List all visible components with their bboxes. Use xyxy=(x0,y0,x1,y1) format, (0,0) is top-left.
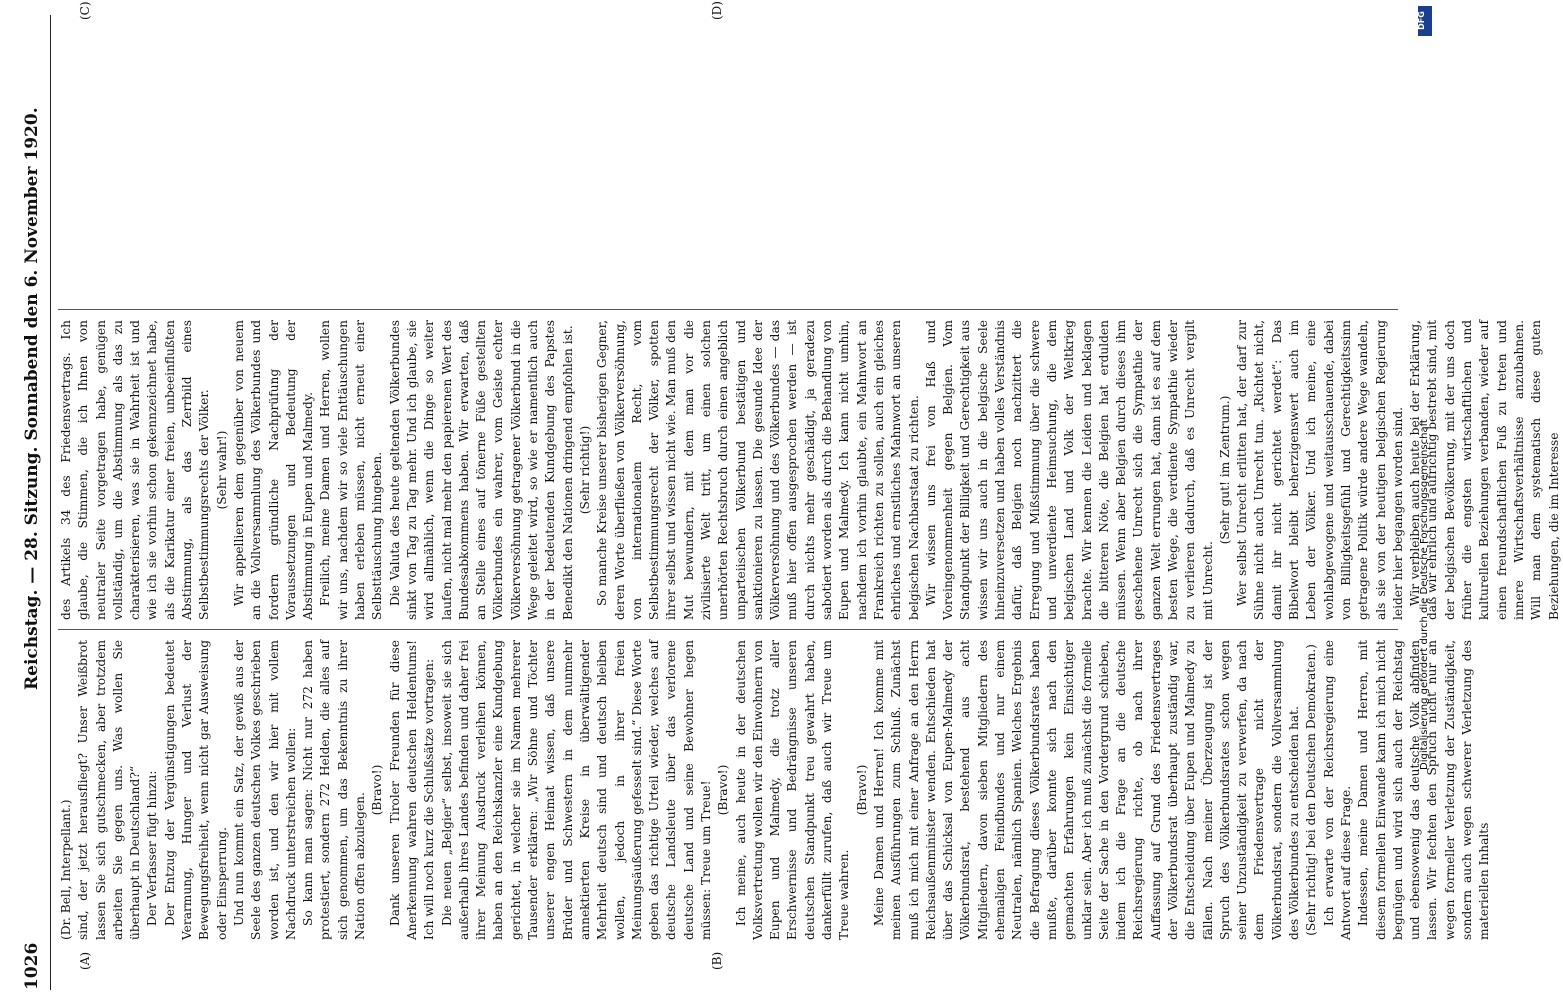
paragraph: So manche Kreise unserer bisherigen Gegner, deren Worte überfließen von Völkerversöhnung, von internationalem Recht, vom Selbstbestimmungsrecht der Völker, spotten ihrer selbst und wissen nicht wie. Man muß den Mut bewundern, mit dem man vor die zivilisierte Welt tritt, um einen solchen unerhörten Rechtsbruch durch einen angeblich unparteiischen Völkerbund bestätigen und sanktionieren zu lassen. Die gesunde Idee der Völkerversöhnung und des Völkerbundes — das muß hier offen ausgesprochen werden — ist durch nichts mehr geschädigt, ja geradezu sabotiert worden als durch die Behandlung von Eupen und Malmedy. Ich kann nicht umhin, nachdem ich vorhin glaubte, ein Mahnwort an Frankreich richten zu sollen, auch ein gleiches ehrliches und ernstliches Mahnwort an unseren belgischen Nachbarstaat zu richten. xyxy=(595,320,921,620)
paragraph: Indessen, meine Damen und Herren, mit diesem formellen Einwande kann ich mich nicht begnügen und wird sich auch der Reichstag und ebensowenig das deutsche Volk abfinden lassen. Wir fechten den Spruch nicht nur an wegen formeller Verletzung der Zuständigkeit, sondern auch wegen schwerer Verletzung des materiellen Inhalts xyxy=(1356,640,1492,940)
margin-mark-d: (D) xyxy=(710,1,724,20)
paragraph: So kann man sagen: Nicht nur 272 haben protestiert, sondern 272 Helden, die alles auf sich genommen, um das Bekenntnis zu ihrer Nation offen abzulegen. xyxy=(301,640,368,940)
paragraph: Die neuen „Belgier“ selbst, insoweit sie sich außerhalb ihres Landes befinden und daher frei ihrer Meinung Ausdruck verleihen können, haben an den Reichskanzler eine Kundgebung gerichtet, in welcher sie im Namen mehrerer Tausender erklären: „Wir Söhne und Töchter unserer engen Heimat wissen, daß unsere Brüder und Schwestern in dem nunmehr annektierten Kreise in überwältigender Mehrheit deutsch sind und deutsch bleiben wollen, jedoch in ihrer freien Meinungsäußerung gefesselt sind.“ Diese Worte geben das richtige Urteil wieder, welches auf deutsche Landsleute über das verlorene deutsche Land und seine Bewohner hegen müssen: Treue um Treue! xyxy=(439,640,713,940)
interjection: (Bravo!) xyxy=(854,764,869,816)
paragraph: Wir wissen uns frei von Haß und Voreingenommenheit gegen Belgien. Vom Standpunkt der Billigkeit und Gerechtigkeit aus wissen wir uns auch in die belgische Seele hineinzuversetzen und haben volles Verständnis dafür, daß Belgien noch nachzittert die Erregung und Mißstimmung über die schwere und unverdiente Heimsuchung, die dem belgischen Land und Volk der Weltkrieg brachte. Wir kennen die Leiden und beklagen die bitteren Nöte, die Belgien hat erdulden müssen. Wenn aber Belgien durch dieses ihm geschehene Unrecht sich die Sympathie der ganzen Welt errungen hat, dann ist es auf dem besten Wege, die verdiente Sympathie wieder zu verlieren dadurch, daß es Unrecht vergilt mit Unrecht. xyxy=(923,320,1215,620)
paragraph: Die Valuta des heute geltenden Völkerbundes sinkt von Tag zu Tag mehr. Und ich glaube, sie wird allmählich, wenn die Dinge so weiter laufen, nicht mal mehr den papierenen Wert des Bundesabkommens haben. Wir erwarten, daß an Stelle eines auf tönerne Füße gestellten Völkerbundes ein wahrer, vom Geiste echter Völkerversöhnung getragener Völkerbund in die Wege geleitet wird, so wie er namentlich auch in der bedeutenden Kundgebung des Papstes Benedikt den Nationen dringend empfohlen ist. xyxy=(387,320,575,620)
paragraph: des Artikels 34 des Friedensvertrags. Ich glaube, die Stimmen, die ich Ihnen von neutraler Seite vorgetragen habe, genügen vollständig, um die Abstimmung als das zu charakterisieren, was sie in Wahrheit ist und wie ich sie vorhin schon gekennzeichnet habe, als die Karikatur einer freien, unbeeinflußten Abstimmung, als das Zerrbild eines Selbstbestimmungsrechts der Völker. xyxy=(59,320,212,620)
paragraph: Ich meine, auch heute in der deutschen Volksvertretung wollen wir den Einwohnern von Eupen und Malmedy, die trotz aller Erschwernisse und Bedrängnisse unseren deutschen Standpunkt treu gewahrt haben, dankerfüllt zurufen, daß auch wir Treue um Treue wahren. xyxy=(733,640,852,940)
paragraph: Wer selbst Unrecht erlitten hat, der darf zur Sühne nicht auch Unrecht tun. „Richtet nicht, damit ihr nicht gerichtet werdet“: Das Bibelwort bleibt beherzigenswert auch im Leben der Völker. Und ich meine, eine wohlabgewogene und weitausschauende, dabei von Billigkeitsgefühl und Gerechtigkeitssinn getragene Politik würde andere Wege wandeln, als sie von der heutigen belgischen Regierung leider hier begangen worden sind. xyxy=(1235,320,1405,620)
paragraph: Wir appellieren dem gegenüber von neuem an die Vollversammlung des Völkerbundes und fordern gründliche Nachprüfung der Voraussetzungen und Bedeutung der Abstimmung in Eupen und Malmedy. xyxy=(231,320,316,620)
page-number: 1026 xyxy=(22,942,42,990)
paragraph: Und nun kommt ein Satz, der gewiß aus der Seele des ganzen deutschen Volkes geschrieben worden ist, und den wir hier mit vollem Nachdruck unterstreichen wollen: xyxy=(231,640,298,940)
paragraph: sind, der jetzt herausfliegt? Unser Weißbrot lassen Sie sich gutschmecken, aber trotzdem arbeiten Sie gegen uns. Was wollen Sie überhaupt in Deutschland?“ xyxy=(76,640,143,940)
paragraph: Meine Damen und Herren! Ich komme mit meinen Ausführungen zum Schluß. Zunächst muß ich mich mit einer Anfrage an den Herrn Reichsaußenminister wenden. Entschieden hat über das Schicksal von Eupen-Malmedy der Völkerbundsrat, bestehend aus acht Mitgliedern, davon sieben Mitgliedern des ehemaligen Feindbundes und nur einem Neutralen, nämlich Spanien. Welches Ergebnis die Befragung dieses Völkerbundsrates haben mußte, darüber konnte sich nach den gemachten Erfahrungen kein Einsichtiger unklar sein. Aber ich muß zunächst die formelle Seite der Sache in den Vordergrund schieben, indem ich die Frage an die deutsche Reichsregierung richte, ob nach ihrer Auffassung auf Grund des Friedensvertrages der Völkerbundsrat überhaupt zuständig war, die Entscheidung über Eupen und Malmedy zu fällen. Nach meiner Überzeugung ist der Spruch des Völkerbundsrates schon wegen seiner Unzuständigkeit zu verwerfen, da nach dem Friedensvertrage nicht der Völkerbundsrat, sondern die Vollversammlung des Völkerbundes zu entscheiden hat. xyxy=(871,640,1302,940)
column-divider xyxy=(58,309,1398,310)
column-right xyxy=(58,0,1403,300)
digitization-credit xyxy=(1418,10,1432,780)
paragraph: Dank unseren Tiroler Freunden für diese Anerkennung wahren deutschen Heldentums! Ich will noch kurz die Schlußsätze vortragen: xyxy=(387,640,437,940)
running-title: Reichstag. — 28. Sitzung. Sonnabend den 6. November 1920. xyxy=(22,107,42,690)
paragraph: Freilich, meine Damen und Herren, wollen wir uns, nachdem wir so viele Enttäuschungen haben erleben müssen, nicht erneut einer Selbsttäuschung hingeben. xyxy=(318,320,385,620)
digitization-credit-text: Digitalisierung gefördert durch die Deutsche Forschungsgemeinschaft xyxy=(1419,419,1430,770)
margin-mark-c: (C) xyxy=(78,1,92,20)
interjection: (Sehr richtig! bei den Deutschen Demokraten.) xyxy=(1304,644,1319,936)
paragraph: Der Entzug der Vergünstigungen bedeutet Verarmung, Hunger und Verlust der Bewegungsfreiheit, wenn nicht gar Ausweisung oder Einsperrung. xyxy=(162,640,229,940)
paragraph: Der Verfasser fügt hinzu: xyxy=(145,770,160,926)
paragraph: Wir verbleiben auch heute bei der Erklärung, daß wir ehrlich und aufrichtig bestrebt sind, mit der belgischen Bevölkerung, mit der uns doch früher die engsten wirtschaftlichen und kulturellen Beziehungen verbanden, wieder auf einen freundschaftlichen Fuß zu treten und innere Wirtschaftsverhältnisse anzubahnen. Will man dem systematisch diese guten Beziehungen, die im Interesse xyxy=(1408,320,1561,620)
margin-mark-a: (A) xyxy=(78,951,92,970)
header-rule xyxy=(50,15,51,990)
dfg-logo-text: DFG xyxy=(1416,11,1426,30)
interjection: (Bravo!) xyxy=(716,764,731,816)
interjection: (Sehr gut! im Zentrum.) xyxy=(1217,395,1232,545)
interjection: (Bravo!) xyxy=(370,764,385,816)
margin-mark-b: (B) xyxy=(710,951,724,970)
paragraph: (Dr. Bell, Interpellant.) xyxy=(59,799,73,940)
paragraph: Ich erwarte von der Reichsregierung eine Antwort auf diese Frage. xyxy=(1321,640,1353,940)
interjection: (Sehr richtig!) xyxy=(577,425,592,515)
column-divider xyxy=(58,629,1398,630)
column-left xyxy=(58,640,1492,940)
page-header xyxy=(14,20,50,990)
interjection: (Sehr wahr!) xyxy=(214,430,229,510)
